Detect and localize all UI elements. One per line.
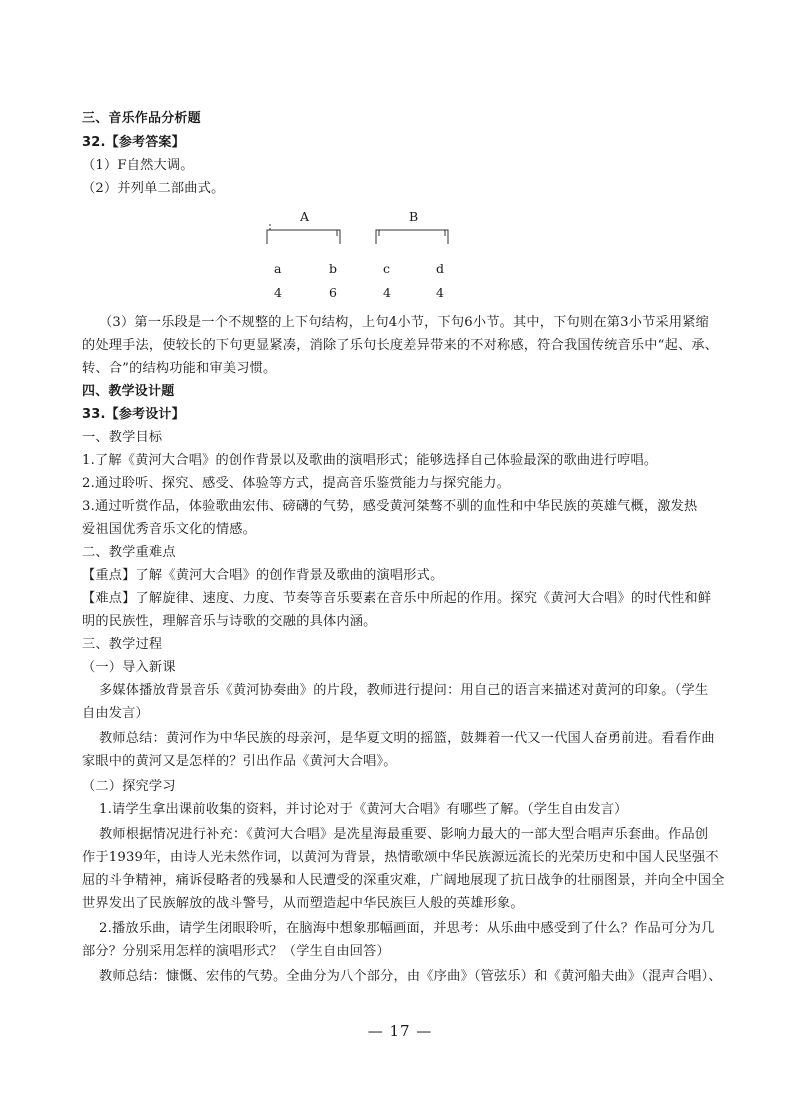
intro-line-1: 多媒体播放背景音乐《黄河协奏曲》的片段，教师进行提问：用自己的语言来描述对黄河的印象。（学生 bbox=[99, 683, 709, 698]
supplement-line-4: 世界发出了民族解放的战斗警号，从而塑造起中华民族巨人般的英雄形象。 bbox=[82, 896, 524, 911]
explore-title: （二）探究学习 bbox=[82, 779, 176, 794]
answer-1: （1）F自然大调。 bbox=[82, 158, 194, 173]
supplement-line-3: 屈的斗争精神，痛诉侵略者的残暴和人民遭受的深重灾难，广阔地展现了抗日战争的壮丽图景，并向全中国全 bbox=[82, 873, 725, 888]
section-heading-teaching-design: 四、教学设计题 bbox=[82, 384, 175, 399]
part-b-label: B bbox=[409, 209, 419, 224]
section-heading-music-analysis: 三、音乐作品分析题 bbox=[82, 111, 201, 126]
intro-title: （一）导入新课 bbox=[82, 660, 176, 675]
summary-2: 教师总结：慷慨、宏伟的气势。全曲分为八个部分，由《序曲》（管弦乐）和《黄河船夫曲》（混声合唱）、 bbox=[99, 969, 722, 984]
phrase-b-label: b bbox=[329, 261, 338, 276]
bracket-a bbox=[267, 230, 340, 244]
explore-step-1: 1.请学生拿出课前收集的资料，并讨论对于《黄河大合唱》有哪些了解。（学生自由发言） bbox=[99, 802, 628, 817]
bracket-b bbox=[376, 230, 448, 244]
answer-2: （2）并列单二部曲式。 bbox=[82, 181, 225, 196]
goals-title: 一、教学目标 bbox=[82, 430, 163, 445]
phrase-a-label: a bbox=[274, 261, 282, 276]
supplement-line-1: 教师根据情况进行补充：《黄河大合唱》是冼星海最重要、影响力最大的一部大型合唱声乐套曲。作品创 bbox=[99, 827, 709, 842]
explore-step-2-line-2: 部分？分别采用怎样的演唱形式？（学生自由回答） bbox=[82, 944, 390, 959]
goal-3-line-1: 3.通过听赏作品，体验歌曲宏伟、磅礴的气势，感受黄河桀骜不驯的血性和中华民族的英雄气概，激发热 bbox=[82, 499, 698, 514]
bars-a-label: 4 bbox=[274, 285, 282, 300]
explore-step-2-line-1: 2.播放乐曲，请学生闭眼聆听，在脑海中想象那幅画面，并思考：从乐曲中感受到了什么？作品可分为几 bbox=[99, 921, 715, 936]
question-32-label: 32.【参考答案】 bbox=[82, 135, 185, 150]
answer-3-line-2: 的处理手法，使较长的下句更显紧凑，消除了乐句长度差异带来的不对称感，符合我国传统音乐中“起、承、 bbox=[82, 338, 719, 353]
answer-3-line-3: 转、合”的结构功能和审美习惯。 bbox=[82, 361, 277, 376]
goal-3-line-2: 爱祖国优秀音乐文化的情感。 bbox=[82, 522, 257, 537]
difficulty-line-2: 明的民族性，理解音乐与诗歌的交融的具体内涵。 bbox=[82, 614, 377, 629]
phrase-c-label: c bbox=[383, 261, 391, 276]
question-33-label: 33.【参考设计】 bbox=[82, 407, 185, 422]
bars-c-label: 4 bbox=[383, 285, 391, 300]
page-number: — 17 — bbox=[367, 1022, 433, 1040]
bars-d-label: 4 bbox=[436, 285, 444, 300]
goal-1: 1.了解《黄河大合唱》的创作背景以及歌曲的演唱形式；能够选择自己体验最深的歌曲进行哼唱。 bbox=[82, 453, 658, 468]
supplement-line-2: 作于1939年，由诗人光未然作词，以黄河为背景，热情歌颂中华民族源远流长的光荣历史和中国人民坚强不 bbox=[82, 850, 719, 865]
musical-form-diagram bbox=[250, 206, 470, 302]
part-a-label: A bbox=[300, 209, 310, 224]
summary-1-line-2: 家眼中的黄河又是怎样的？引出作品《黄河大合唱》。 bbox=[82, 754, 397, 769]
process-title: 三、教学过程 bbox=[82, 637, 163, 652]
goal-2: 2.通过聆听、探究、感受、体验等方式，提高音乐鉴赏能力与探究能力。 bbox=[82, 476, 510, 491]
answer-3-line-1: （3）第一乐段是一个不规整的上下句结构，上句4小节，下句6小节。其中，下句则在第3小节采用紧缩 bbox=[99, 315, 710, 330]
summary-1-line-1: 教师总结：黄河作为中华民族的母亲河，是华夏文明的摇篮，鼓舞着一代又一代国人奋勇前进。看看作曲 bbox=[99, 731, 715, 746]
key-points-title: 二、教学重难点 bbox=[82, 545, 176, 560]
phrase-d-label: d bbox=[436, 261, 445, 276]
intro-line-2: 自由发言） bbox=[82, 706, 149, 721]
bars-b-label: 6 bbox=[329, 285, 337, 300]
difficulty-line-1: 【难点】了解旋律、速度、力度、节奏等音乐要素在音乐中所起的作用。探究《黄河大合唱》的时代性和鲜 bbox=[82, 591, 712, 606]
key-point: 【重点】了解《黄河大合唱》的创作背景及歌曲的演唱形式。 bbox=[82, 568, 444, 583]
